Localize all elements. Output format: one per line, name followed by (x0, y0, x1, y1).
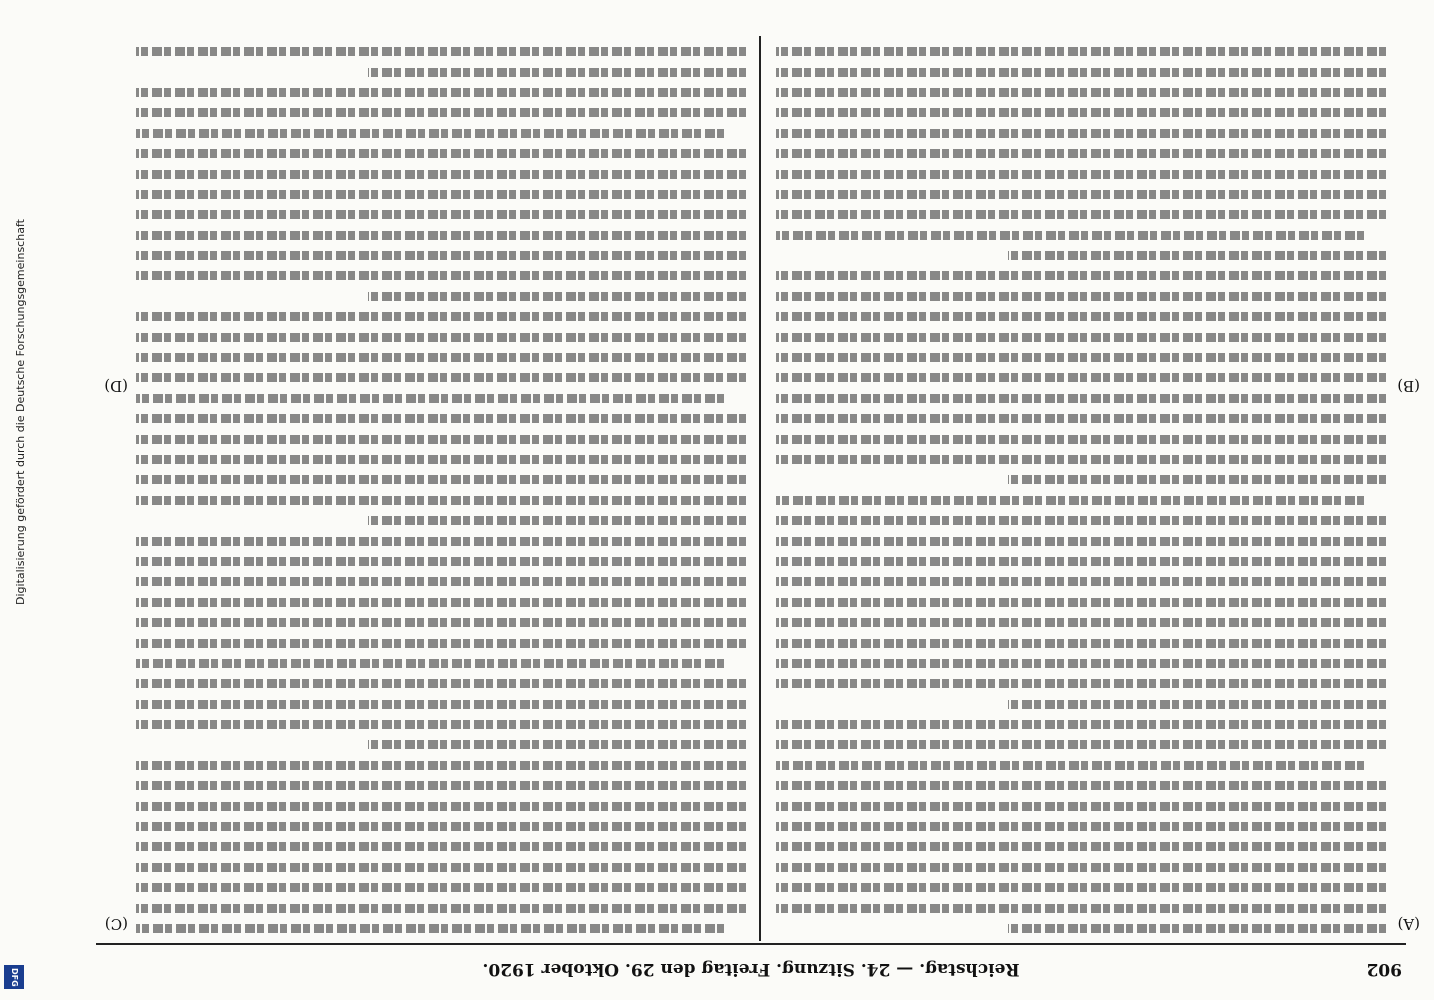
text-line (1008, 475, 1386, 484)
text-line (136, 475, 746, 484)
text-line (776, 516, 1386, 525)
text-line (776, 537, 1386, 546)
text-line (136, 842, 746, 851)
text-line (776, 455, 1386, 464)
text-line (776, 781, 1386, 790)
text-line (136, 720, 746, 729)
text-line (776, 496, 1364, 505)
text-line (136, 190, 746, 199)
margin-marker-a: (A) (1397, 915, 1420, 933)
margin-marker-b: (B) (1397, 377, 1420, 395)
text-line (776, 170, 1386, 179)
text-line (136, 394, 724, 403)
text-line (136, 557, 746, 566)
text-line (1008, 924, 1386, 933)
header-rule (96, 943, 1406, 945)
text-line (136, 802, 746, 811)
text-line (1008, 700, 1386, 709)
right-column (136, 38, 746, 933)
text-line (776, 333, 1386, 342)
margin-marker-d: (D) (104, 377, 128, 395)
printed-page (96, 30, 1420, 985)
text-line (776, 231, 1364, 240)
text-line (776, 394, 1386, 403)
column-divider (759, 36, 761, 941)
text-line (776, 312, 1386, 321)
text-line (136, 210, 746, 219)
text-line (776, 598, 1386, 607)
text-line (776, 740, 1386, 749)
text-line (136, 129, 724, 138)
text-line (136, 312, 746, 321)
text-line (136, 924, 724, 933)
text-line (136, 904, 746, 913)
text-line (776, 190, 1386, 199)
text-line (136, 435, 746, 444)
text-line (136, 88, 746, 97)
text-line (776, 904, 1386, 913)
text-line (136, 761, 746, 770)
text-line (776, 659, 1386, 668)
text-line (136, 414, 746, 423)
text-line (776, 822, 1386, 831)
text-line (136, 700, 746, 709)
running-header: Reichstag. — 24. Sitzung. Freitag den 29. Oktober 1920. (482, 959, 1020, 979)
text-line (776, 557, 1386, 566)
text-line (776, 720, 1386, 729)
text-line (776, 68, 1386, 77)
text-line (136, 333, 746, 342)
text-line (136, 272, 746, 281)
text-line (776, 863, 1386, 872)
text-line (776, 88, 1386, 97)
text-line (776, 292, 1386, 301)
text-line (776, 679, 1386, 688)
text-line (136, 781, 746, 790)
text-line (136, 639, 746, 648)
text-line (136, 149, 746, 158)
text-line (136, 170, 746, 179)
left-column (776, 38, 1386, 933)
text-line (368, 516, 746, 525)
text-line (776, 761, 1364, 770)
text-line (776, 272, 1386, 281)
text-line (776, 373, 1386, 382)
text-line (776, 802, 1386, 811)
text-line (776, 129, 1386, 138)
text-line (136, 496, 746, 505)
text-line (136, 231, 746, 240)
text-line (136, 679, 746, 688)
text-line (136, 883, 746, 892)
text-line (776, 577, 1386, 586)
text-line (136, 577, 746, 586)
text-line (136, 598, 746, 607)
text-line (776, 353, 1386, 362)
text-line (368, 292, 746, 301)
text-line (776, 639, 1386, 648)
text-line (776, 618, 1386, 627)
text-line (368, 68, 746, 77)
text-line (776, 108, 1386, 117)
margin-marker-c: (C) (104, 915, 128, 933)
text-line (136, 373, 746, 382)
text-line (776, 883, 1386, 892)
text-line (136, 47, 746, 56)
page-number: 902 (1366, 959, 1402, 979)
text-line (776, 842, 1386, 851)
text-line (136, 455, 746, 464)
text-line (136, 618, 746, 627)
text-line (136, 108, 746, 117)
text-line (776, 210, 1386, 219)
text-line (776, 414, 1386, 423)
text-line (776, 47, 1386, 56)
text-line (136, 863, 746, 872)
text-line (136, 822, 746, 831)
digitization-credit: Digitalisierung gefördert durch die Deutsche Forschungsgemeinschaft (14, 219, 27, 605)
dfg-logo: DFG (4, 965, 24, 989)
text-line (136, 659, 724, 668)
text-line (1008, 251, 1386, 260)
text-line (776, 435, 1386, 444)
text-line (136, 353, 746, 362)
text-line (776, 149, 1386, 158)
text-line (136, 537, 746, 546)
page-header (96, 951, 1406, 985)
text-line (368, 740, 746, 749)
text-line (136, 251, 746, 260)
